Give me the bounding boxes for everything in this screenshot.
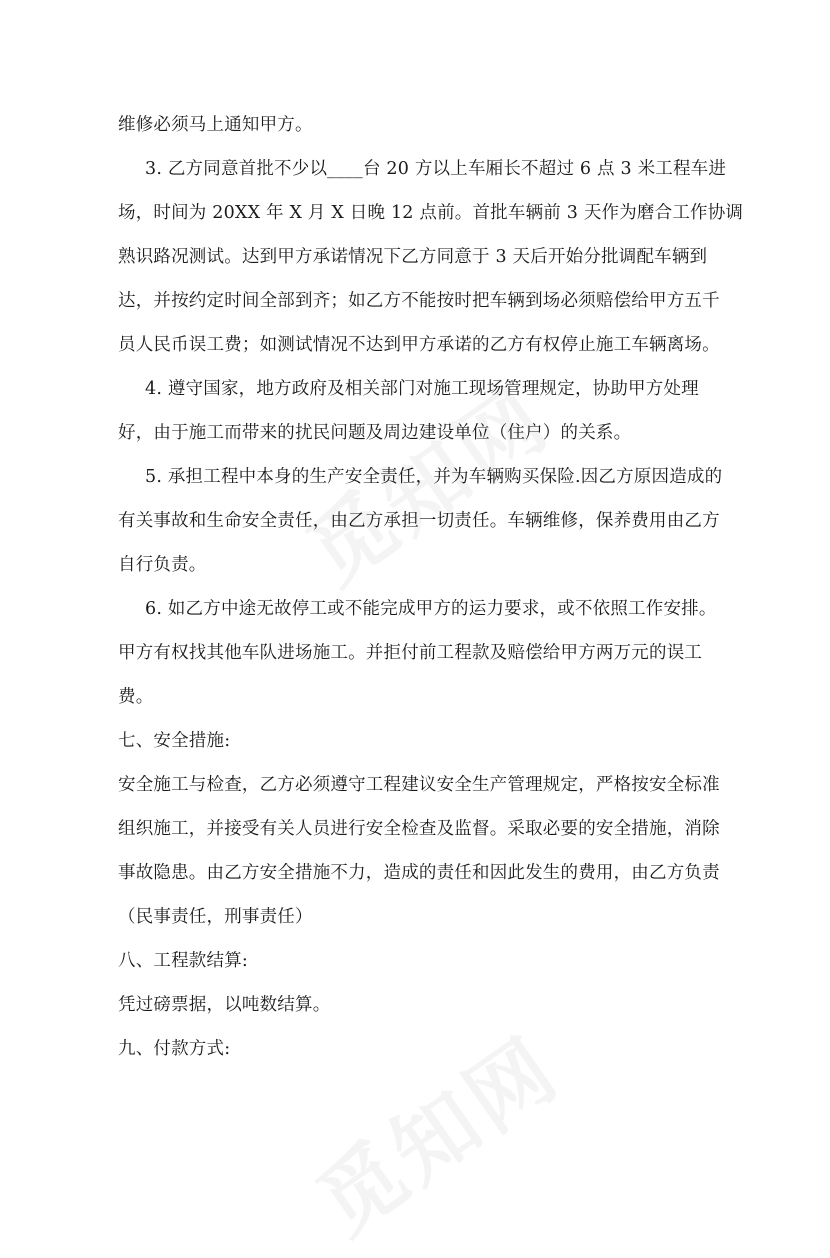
clause-3-line: 3. 乙方同意首批不少以____台 20 方以上车厢长不超过 6 点 3 米工程车进 xyxy=(145,159,727,179)
clause-4-line: 4. 遵守国家，地方政府及相关部门对施工现场管理规定，协助甲方处理 xyxy=(145,379,699,399)
text-line: 费。 xyxy=(118,687,154,707)
text-line: 达，并按约定时间全部到齐；如乙方不能按时把车辆到场必须赔偿给甲方五千 xyxy=(118,291,720,311)
text-line: 熟识路况测试。达到甲方承诺情况下乙方同意于 3 天后开始分批调配车辆到 xyxy=(118,247,708,267)
text-line: 事故隐患。由乙方安全措施不力，造成的责任和因此发生的费用，由乙方负责 xyxy=(118,863,720,883)
text-line: 组织施工，并接受有关人员进行安全检查及监督。采取必要的安全措施，消除 xyxy=(118,819,720,839)
text-line: 有关事故和生命安全责任，由乙方承担一切责任。车辆维修，保养费用由乙方 xyxy=(118,511,720,531)
text-line: 自行负责。 xyxy=(118,555,207,575)
text-line: 维修必须马上通知甲方。 xyxy=(118,115,313,135)
section-heading-safety: 七、安全措施: xyxy=(118,731,231,751)
text-line: 场，时间为 20XX 年 X 月 X 日晚 12 点前。首批车辆前 3 天作为磨合工作协调 xyxy=(118,203,744,223)
text-line: 好，由于施工而带来的扰民问题及周边建设单位（住户）的关系。 xyxy=(118,423,632,443)
text-line: 甲方有权找其他车队进场施工。并拒付前工程款及赔偿给甲方两万元的误工 xyxy=(118,643,703,663)
text-line: （民事责任，刑事责任） xyxy=(118,907,313,927)
section-heading-settlement: 八、工程款结算: xyxy=(118,951,248,971)
watermark xyxy=(290,1004,581,1258)
text-line: 员人民币误工费；如测试情况不达到甲方承诺的乙方有权停止施工车辆离场。 xyxy=(118,335,720,355)
section-heading-payment: 九、付款方式: xyxy=(118,1039,231,1059)
text-line: 凭过磅票据，以吨数结算。 xyxy=(118,995,331,1015)
text-line: 安全施工与检查，乙方必须遵守工程建议安全生产管理规定，严格按安全标准 xyxy=(118,775,720,795)
clause-5-line: 5. 承担工程中本身的生产安全责任，并为车辆购买保险.因乙方原因造成的 xyxy=(145,467,723,487)
clause-6-line: 6. 如乙方中途无故停工或不能完成甲方的运力要求，或不依照工作安排。 xyxy=(145,599,717,619)
